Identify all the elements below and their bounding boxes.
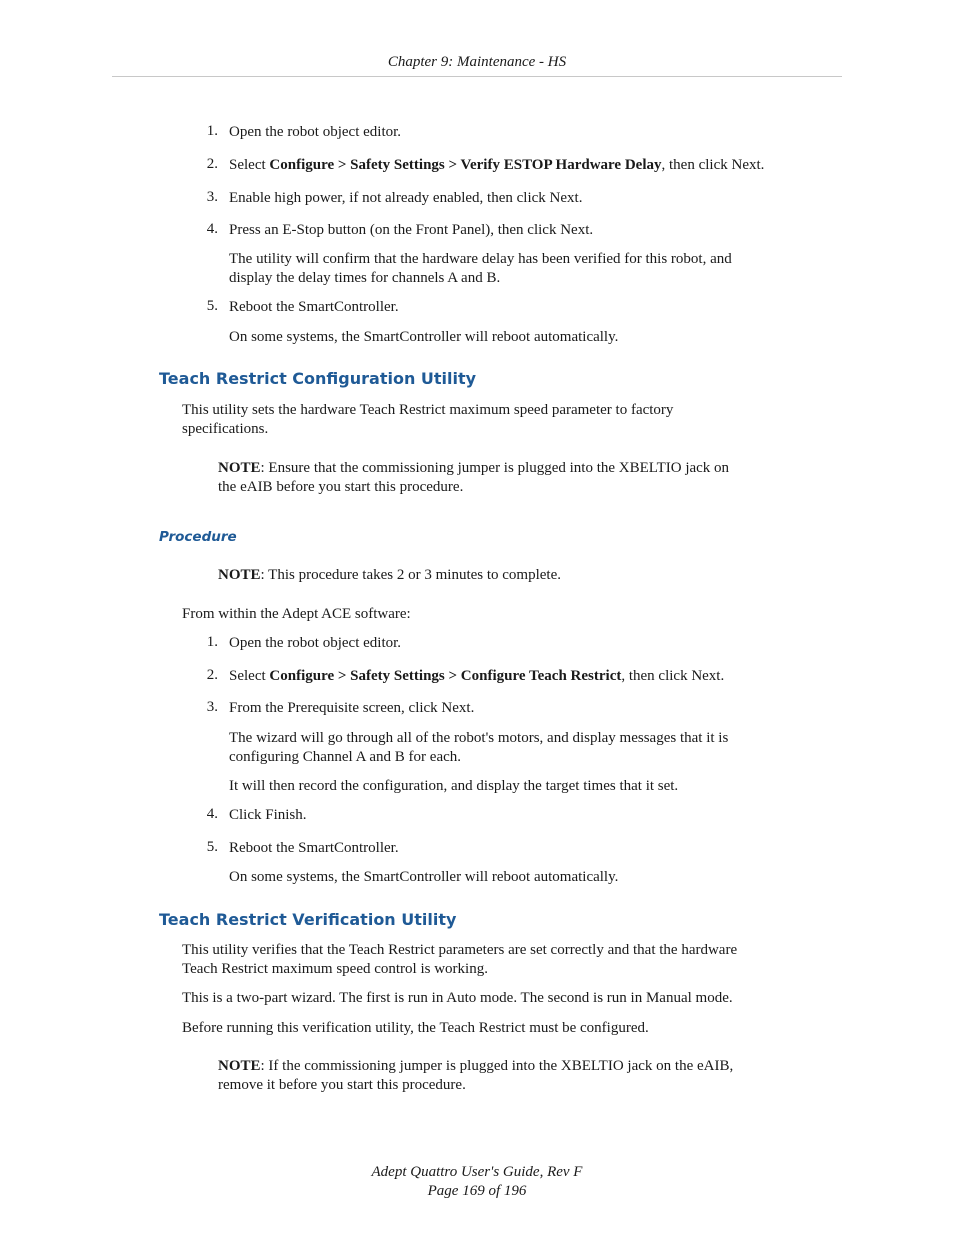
note-label: NOTE	[218, 567, 261, 583]
list-item: Select Configure > Safety Settings > Verify ESTOP Hardware Delay, then click Next.	[229, 157, 765, 173]
menu-path: Configure > Safety Settings > Configure Teach Restrict	[269, 668, 622, 684]
step-note: On some systems, the SmartController will reboot automatically.	[229, 869, 619, 885]
procedure-intro: From within the Adept ACE software:	[182, 606, 411, 622]
step-note: The wizard will go through all of the robot's motors, and display messages that it is	[229, 730, 729, 746]
list-item: Open the robot object editor.	[229, 635, 402, 651]
list-item: Reboot the SmartController.	[229, 299, 399, 315]
list-item: From the Prerequisite screen, click Next.	[229, 700, 475, 716]
list-item: Open the robot object editor.	[229, 124, 402, 140]
note-block: remove it before you start this procedure.	[218, 1077, 466, 1093]
note-label: NOTE	[218, 460, 261, 476]
page-header: Chapter 9: Maintenance - HS	[387, 54, 567, 70]
list-item: Press an E-Stop button (on the Front Panel), then click Next.	[229, 222, 594, 238]
note-block: NOTE: This procedure takes 2 or 3 minutes to complete.	[218, 567, 561, 583]
note-block: NOTE: Ensure that the commissioning jumper is plugged into the XBELTIO jack on	[218, 460, 730, 476]
step-note: On some systems, the SmartController will reboot automatically.	[229, 329, 619, 345]
step-note: It will then record the configuration, and display the target times that it set.	[229, 778, 679, 794]
step-note: The utility will confirm that the hardware delay has been verified for this robot, and	[229, 251, 732, 267]
list-number: 2.	[206, 667, 218, 683]
note-block: the eAIB before you start this procedure.	[218, 479, 464, 495]
section-intro: This utility verifies that the Teach Restrict parameters are set correctly and that the hardware	[182, 942, 738, 958]
list-number: 1.	[206, 634, 218, 650]
note-label: NOTE	[218, 1058, 261, 1074]
list-number: 3.	[206, 189, 218, 205]
menu-path: Configure > Safety Settings > Verify ESTOP Hardware Delay	[269, 157, 662, 173]
footer-title: Adept Quattro User's Guide, Rev F	[371, 1164, 583, 1180]
section-heading: Teach Restrict Configuration Utility	[159, 369, 477, 388]
header-divider	[112, 76, 842, 77]
list-number: 4.	[206, 806, 218, 822]
subsection-heading: Procedure	[159, 529, 237, 545]
list-item: Select Configure > Safety Settings > Configure Teach Restrict, then click Next.	[229, 668, 725, 684]
list-item: Reboot the SmartController.	[229, 840, 399, 856]
list-number: 1.	[206, 123, 218, 139]
section-intro: This utility sets the hardware Teach Restrict maximum speed parameter to factory	[182, 402, 674, 418]
list-item: Click Finish.	[229, 807, 307, 823]
list-number: 3.	[206, 699, 218, 715]
section-intro: specifications.	[182, 421, 269, 437]
list-number: 2.	[206, 156, 218, 172]
section-intro: Teach Restrict maximum speed control is working.	[182, 961, 488, 977]
list-item: Enable high power, if not already enabled, then click Next.	[229, 190, 583, 206]
step-note: configuring Channel A and B for each.	[229, 749, 462, 765]
list-number: 5.	[206, 839, 218, 855]
list-number: 5.	[206, 298, 218, 314]
note-block: NOTE: If the commissioning jumper is plugged into the XBELTIO jack on the eAIB,	[218, 1058, 734, 1074]
section-paragraph: Before running this verification utility, the Teach Restrict must be configured.	[182, 1020, 649, 1036]
page-number: Page 169 of 196	[427, 1183, 527, 1199]
list-number: 4.	[206, 221, 218, 237]
step-note: display the delay times for channels A and B.	[229, 270, 501, 286]
section-paragraph: This is a two-part wizard. The first is run in Auto mode. The second is run in Manual mode.	[182, 990, 733, 1006]
section-heading: Teach Restrict Verification Utility	[159, 910, 457, 929]
